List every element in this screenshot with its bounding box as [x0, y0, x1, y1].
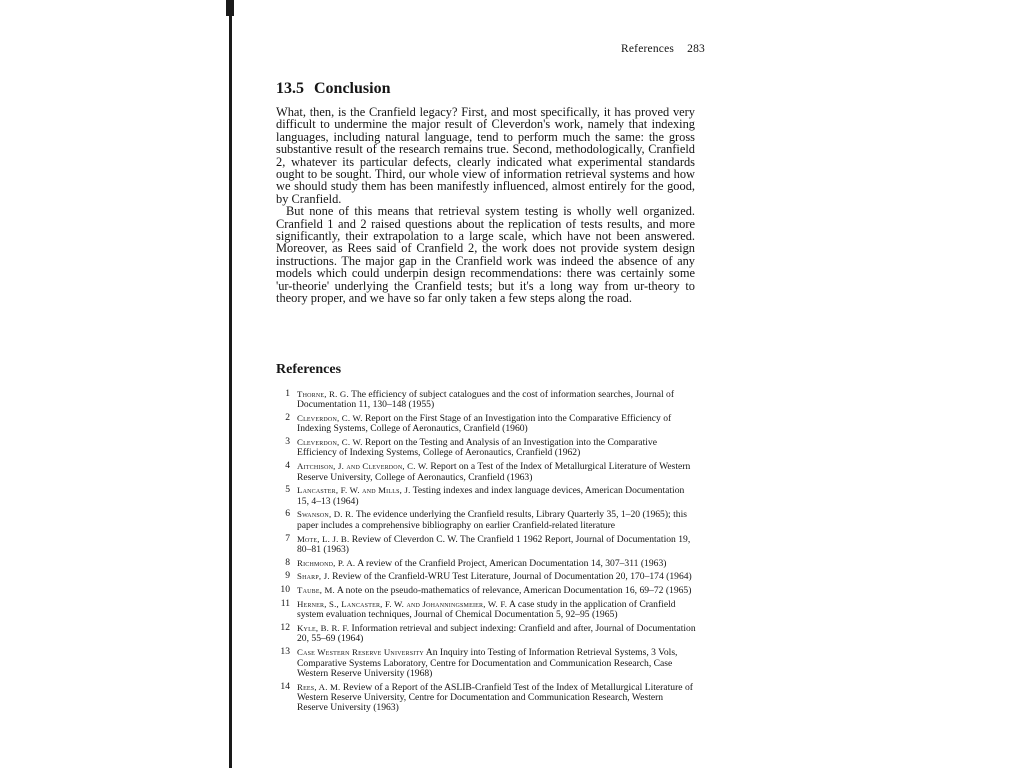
- reference-text: Information retrieval and subject indexing: Cranfield and after, Journal of Documentation 20, 55–69 (1964): [297, 623, 696, 645]
- reference-text: The evidence underlying the Cranfield results, Library Quarterly 35, 1–20 (1965); this paper includes a comprehensive bibliography on earlier Cranfield-related literature: [297, 509, 687, 531]
- reference-text: Review of a Report of the ASLIB-Cranfield Test of the Index of Metallurgical Literature of Western Reserve University, Centre for Documentation and Communication Research, Western Reserve University (1963): [297, 681, 693, 714]
- reference-text: Review of Cleverdon C. W. The Cranfield 1 1962 Report, Journal of Documentation 19, 80–81 (1963): [297, 533, 691, 555]
- reference-text: Report on a Test of the Index of Metallurgical Literature of Western Reserve University, College of Aeronautics, Cranfield (1963): [297, 461, 691, 483]
- reference-number: 1: [285, 388, 290, 399]
- reference-item: [277, 558, 696, 569]
- reference-authors: Cleverdon, C. W.: [297, 413, 363, 424]
- reference-number: 4: [285, 460, 290, 472]
- reference-authors: Taube, M.: [297, 585, 335, 596]
- conclusion-body: [276, 106, 695, 305]
- reference-authors: Swanson, D. R.: [297, 509, 354, 520]
- reference-authors: Lancaster, F. W. and Mills, J.: [297, 485, 411, 496]
- reference-number: 12: [280, 622, 290, 634]
- reference-item: [277, 485, 696, 507]
- reference-authors: Richmond, P. A.: [297, 557, 356, 568]
- running-head-title: References: [620, 43, 675, 55]
- reference-item: [277, 437, 696, 459]
- reference-number: 13: [280, 646, 290, 658]
- reference-authors: Sharp, J.: [297, 571, 330, 582]
- reference-list: [277, 389, 696, 716]
- reference-text: Review of the Cranfield-WRU Test Literature, Journal of Documentation 20, 170–174 (1964): [332, 571, 692, 583]
- reference-number: 3: [285, 436, 290, 448]
- page-number: 283: [687, 43, 705, 55]
- conclusion-paragraph: What, then, is the Cranfield legacy? First, and most specifically, it has proved very difficult to undermine the major result of Cleverdon's work, namely that indexing languages, including natural language, tend to perform much the same: the gross substantive result of the research remains true. Second, methodologically, Cranfield 2, whatever its particular defects, clearly indicated what experimental standards ought to be sought. Third, our whole view of information retrieval systems and how we should study them has been manifestly influenced, almost entirely for the good, by Cranfield.: [276, 105, 695, 206]
- reference-text: Report on the Testing and Analysis of an Investigation into the Comparative Efficiency of Indexing Systems, College of Aeronautics, Cranfield (1962): [297, 437, 657, 459]
- reference-item: [277, 571, 696, 582]
- reference-item: [277, 413, 696, 435]
- reference-item: [277, 682, 696, 714]
- reference-item: [277, 509, 696, 531]
- reference-text: Report on the First Stage of an Investigation into the Comparative Efficiency of Indexing Systems, College of Aeronautics, Cranfield (1960): [297, 413, 672, 435]
- reference-number: 2: [285, 412, 290, 424]
- reference-text: The efficiency of subject catalogues and the cost of information searches, Journal of Documentation 11, 130–148 (1955): [297, 389, 675, 411]
- reference-number: 11: [280, 598, 290, 610]
- reference-number: 5: [285, 484, 290, 496]
- reference-authors: Mote, L. J. B.: [297, 533, 350, 544]
- reference-number: 7: [285, 532, 290, 544]
- conclusion-paragraph: But none of this means that retrieval system testing is wholly well organized. Cranfield 1 and 2 raised questions about the replication of tests results, and more significantly, their extrapolation to a large scale, which have not been answered. Moreover, as Rees said of Cranfield 2, the work does not provide system design instructions. The major gap in the Cranfield work was indeed the absence of any models which could underpin design recommendations: there was certainly some 'ur-theorie' underlying the Cranfield tests; but it's a long way from ur-theory to theory proper, and we have so far only taken a few steps along the road.: [276, 204, 695, 306]
- reference-text: A note on the pseudo-mathematics of relevance, American Documentation 16, 69–72 (1965): [336, 585, 692, 597]
- reference-item: [277, 647, 696, 679]
- reference-authors: Cleverdon, C. W.: [297, 437, 363, 448]
- reference-item: [277, 461, 696, 483]
- section-heading: [276, 80, 390, 98]
- page-binding-edge: [229, 0, 232, 768]
- reference-item: [277, 534, 696, 556]
- reference-item: [277, 389, 696, 411]
- reference-text: A case study in the application of Cranfield system evaluation techniques, Journal of Chemical Documentation 5, 92–95 (1965): [297, 599, 676, 621]
- reference-number: 10: [280, 584, 290, 596]
- reference-number: 8: [285, 556, 290, 568]
- reference-item: [277, 623, 696, 645]
- reference-number: 6: [285, 508, 290, 520]
- reference-item: [277, 599, 696, 621]
- section-title: Conclusion: [314, 80, 391, 97]
- reference-authors: Herner, S., Lancaster, F. W. and Johanningsmeier, W. F.: [297, 599, 508, 610]
- reference-authors: Rees, A. M.: [297, 681, 341, 692]
- reference-text: A review of the Cranfield Project, American Documentation 14, 307–311 (1963): [357, 557, 667, 569]
- references-heading: References: [276, 362, 342, 377]
- reference-text: Testing indexes and index language devices, American Documentation 15, 4–13 (1964): [297, 485, 685, 507]
- reference-number: 9: [285, 570, 290, 582]
- reference-number: 14: [280, 680, 290, 692]
- running-head: [560, 43, 705, 55]
- reference-authors: Case Western Reserve University: [297, 647, 424, 658]
- section-number: 13.5: [276, 80, 304, 97]
- reference-text: An Inquiry into Testing of Information Retrieval Systems, 3 Vols, Comparative Systems Laboratory, Centre for Documentation and Communication Research, Case Western Reserve University (1968): [297, 647, 678, 679]
- reference-authors: Kyle, B. R. F.: [297, 623, 350, 634]
- reference-authors: Thorne, R. G.: [297, 389, 349, 399]
- reference-authors: Aitchison, J. and Cleverdon, C. W.: [297, 461, 428, 472]
- reference-item: [277, 585, 696, 596]
